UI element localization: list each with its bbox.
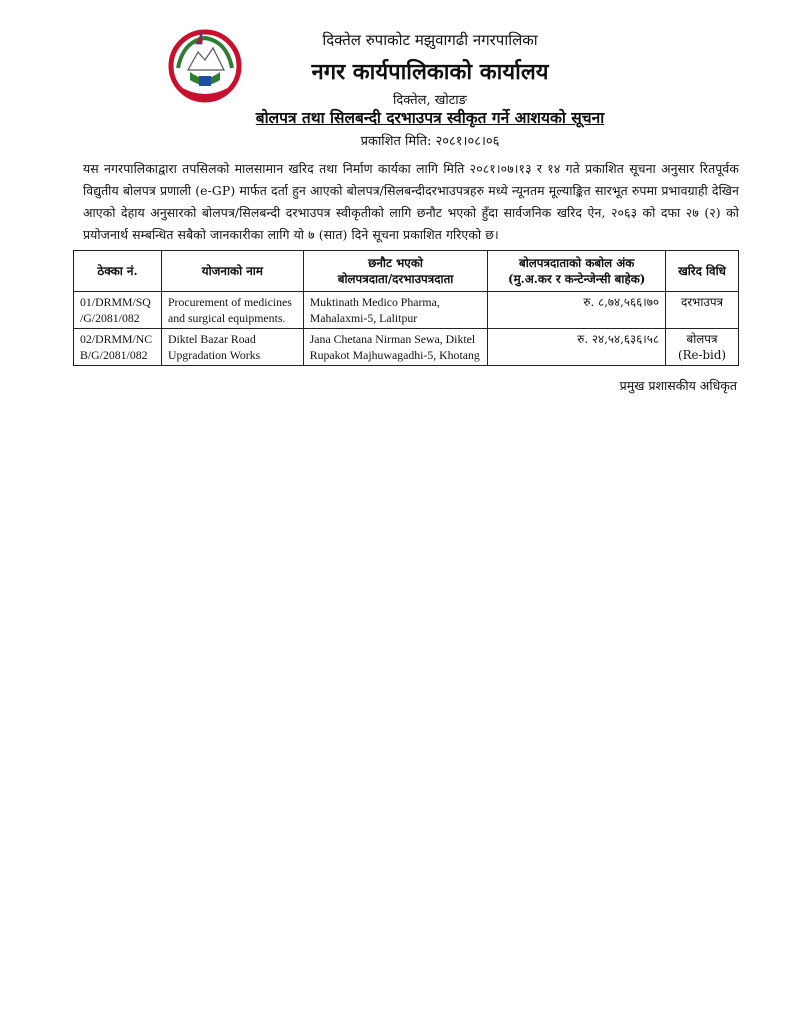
method-line1: दरभाउपत्र — [680, 295, 724, 309]
bidder-line1: Muktinath Medico Pharma, — [309, 295, 440, 309]
bid-amount-cell: रु. ८,७४,५६६।७० — [488, 292, 666, 329]
bidder-cell — [303, 329, 488, 366]
contract-no-line1: 02/DRMM/NC — [80, 332, 153, 346]
signatory-title: प्रमुख प्रशासकीय अधिकृत — [619, 378, 737, 393]
publish-date-label: प्रकाशित मिति: — [360, 134, 432, 149]
publish-date-line — [300, 131, 560, 149]
project-name-line1: Procurement of medicines — [167, 295, 292, 309]
header-project-name: योजनाको नाम — [161, 251, 303, 292]
contract-no-line1: 01/DRMM/SQ — [80, 295, 151, 309]
nepal-emblem-icon — [168, 28, 242, 104]
header-amount-line2: (मु.अ.कर र कन्टेन्जेन्सी बाहेक) — [507, 272, 646, 286]
header-bidder — [303, 251, 488, 292]
header-bidder-line2: बोलपत्रदाता/दरभाउपत्रदाता — [337, 272, 454, 286]
office-location: दिक्तेल, खोटाङ — [393, 93, 467, 108]
header-method: खरिद विधि — [666, 251, 739, 292]
project-name-cell — [161, 329, 303, 366]
tender-table — [73, 250, 739, 366]
project-name-cell — [161, 292, 303, 329]
table-row — [74, 329, 739, 366]
table-row — [74, 292, 739, 329]
bidder-line2: Rupakot Majhuwagadhi-5, Khotang — [309, 348, 480, 362]
contract-no-line2: /G/2081/082 — [80, 311, 140, 325]
contract-no-line2: B/G/2081/082 — [80, 348, 148, 362]
bid-amount-cell: रु. २४,५४,६३६।५८ — [488, 329, 666, 366]
project-name-line2: Upgradation Works — [167, 348, 261, 362]
contract-no-cell — [74, 292, 162, 329]
notice-body: यस नगरपालिकाद्वारा तपसिलको मालसामान खरिद तथा निर्माण कार्यका लागि मिति २०८१।०७।१३ र १४ गते प्रकाशित सूचना अनुसार रितपूर्वक विद्युतीय बोलपत्र प्रणाली (e-GP) मार्फत दर्ता हुन आएको बोलपत्र/सिलबन्दीदरभाउपत्रहरु मध्ये न्यूनतम मूल्याङ्कित सारभूत रुपमा प्रभावग्राही देखिन आएको देहाय अनुसारको बोलपत्र/सिलबन्दी दरभाउपत्र स्वीकृतीको लागि छनौट भएको हुँदा सार्वजनिक खरिद ऐन, २०६३ को दफा २७ (२) को प्रयोजनार्थ सम्बन्धित सबैको जानकारीका लागि यो ७ (सात) दिने सूचना प्रकाशित गरिएको छ। — [83, 161, 739, 242]
procurement-method-cell — [666, 329, 739, 366]
municipality-name: दिक्तेल रुपाकोट मझुवागढी नगरपालिका — [322, 31, 538, 49]
notice-subject: बोलपत्र तथा सिलबन्दी दरभाउपत्र स्वीकृत गर्ने आशयको सूचना — [255, 108, 605, 127]
project-name-line2: and surgical equipments. — [167, 311, 286, 325]
table-header-row — [74, 251, 739, 292]
header-amount — [488, 251, 666, 292]
header-contract-no: ठेक्का नं. — [74, 251, 162, 292]
header-amount-line1: बोलपत्रदाताको कबोल अंक — [519, 256, 635, 270]
project-name-line1: Diktel Bazar Road — [167, 332, 256, 346]
procurement-method-cell — [666, 292, 739, 329]
publish-date-value: २०८१।०८।०६ — [435, 134, 500, 149]
header-bidder-line1: छनौट भएको — [368, 256, 423, 270]
method-line1: बोलपत्र — [686, 332, 718, 346]
bidder-line2: Mahalaxmi-5, Lalitpur — [309, 311, 418, 325]
bidder-cell — [303, 292, 488, 329]
contract-no-cell — [74, 329, 162, 366]
method-line2: (Re-bid) — [678, 348, 726, 362]
bidder-line1: Jana Chetana Nirman Sewa, Diktel — [309, 332, 476, 346]
office-title: नगर कार्यपालिकाको कार्यालय — [311, 59, 549, 85]
